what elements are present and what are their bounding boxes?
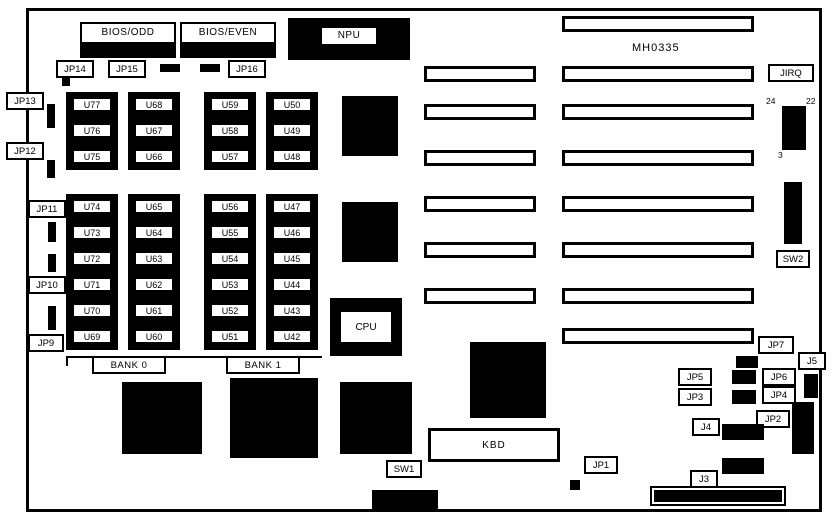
ram-socket-U66: U66	[134, 149, 174, 164]
jp13-label[interactable]: JP13	[6, 92, 44, 110]
bios-even-socket: BIOS/EVEN	[180, 22, 276, 44]
ram-socket-U60: U60	[134, 329, 174, 344]
ram-socket-U46: U46	[272, 225, 312, 240]
sw2-dip-switch[interactable]	[784, 182, 802, 244]
expansion-slot-13	[562, 288, 754, 304]
jp11-label[interactable]: JP11	[28, 200, 66, 218]
jp2-label[interactable]: JP2	[756, 410, 790, 428]
jp15-pins[interactable]	[160, 64, 180, 72]
ram-socket-U71: U71	[72, 277, 112, 292]
ram-socket-U68: U68	[134, 97, 174, 112]
bank-1-label: BANK 1	[226, 356, 300, 374]
jp3-label[interactable]: JP3	[678, 388, 712, 406]
jirq-pin-header[interactable]	[782, 106, 806, 150]
jirq-pin-22-label: 22	[806, 96, 816, 106]
ram-socket-U51: U51	[210, 329, 250, 344]
chipset-ic-top	[342, 96, 398, 156]
ram-socket-U59: U59	[210, 97, 250, 112]
ram-socket-U64: U64	[134, 225, 174, 240]
jp4-label[interactable]: JP4	[762, 386, 796, 404]
ram-socket-U52: U52	[210, 303, 250, 318]
ram-socket-U75: U75	[72, 149, 112, 164]
jp13-pins[interactable]	[47, 104, 55, 128]
expansion-slot-12	[424, 288, 536, 304]
sw2-label: SW2	[776, 250, 810, 268]
sw1-dip-switch[interactable]	[372, 490, 438, 510]
j5-pins[interactable]	[804, 374, 818, 398]
j5-connector-body[interactable]	[792, 402, 814, 454]
ram-socket-U48: U48	[272, 149, 312, 164]
ram-socket-U53: U53	[210, 277, 250, 292]
jp1-pins[interactable]	[570, 480, 580, 490]
ram-socket-U73: U73	[72, 225, 112, 240]
jp14-pins[interactable]	[62, 76, 70, 86]
jp10-pins[interactable]	[48, 254, 56, 272]
jp16-label[interactable]: JP16	[228, 60, 266, 78]
j3-pins[interactable]	[722, 458, 764, 474]
bank-0-label: BANK 0	[92, 356, 166, 374]
expansion-slot-4	[424, 104, 536, 120]
expansion-slot-3	[562, 66, 754, 82]
ram-socket-U62: U62	[134, 277, 174, 292]
ram-socket-U50: U50	[272, 97, 312, 112]
ram-socket-U42: U42	[272, 329, 312, 344]
chipset-ic-mid	[342, 202, 398, 262]
jp11-pins[interactable]	[48, 222, 56, 242]
keyboard-connector[interactable]: KBD	[428, 428, 560, 462]
j4-pins[interactable]	[722, 424, 764, 440]
jp9-label[interactable]: JP9	[28, 334, 64, 352]
expansion-slot-6	[424, 150, 536, 166]
bios-odd-chip-body	[80, 44, 176, 58]
ram-socket-U65: U65	[134, 199, 174, 214]
ram-socket-U63: U63	[134, 251, 174, 266]
jirq-pin-24-label: 24	[766, 96, 776, 106]
jp9-pins[interactable]	[48, 306, 56, 330]
jp7-pins[interactable]	[736, 356, 758, 368]
ram-socket-U55: U55	[210, 225, 250, 240]
ram-socket-U58: U58	[210, 123, 250, 138]
jirq-label: JIRQ	[768, 64, 814, 82]
bios-even-chip-body	[180, 44, 276, 58]
ram-socket-U76: U76	[72, 123, 112, 138]
bank0-bracket-left	[66, 356, 68, 366]
expansion-slot-1	[562, 16, 754, 32]
ram-socket-U77: U77	[72, 97, 112, 112]
expansion-slot-9	[562, 196, 754, 212]
chipset-ic-right	[470, 342, 546, 418]
jirq-pin-3-label: 3	[778, 150, 783, 160]
ram-socket-U72: U72	[72, 251, 112, 266]
j4-label[interactable]: J4	[692, 418, 720, 436]
bios-odd-socket: BIOS/ODD	[80, 22, 176, 44]
ram-socket-U43: U43	[272, 303, 312, 318]
jp12-label[interactable]: JP12	[6, 142, 44, 160]
npu-socket: NPU	[320, 26, 378, 46]
ram-socket-U70: U70	[72, 303, 112, 318]
jp10-label[interactable]: JP10	[28, 276, 66, 294]
expansion-slot-5	[562, 104, 754, 120]
bottom-edge-connector-pins	[654, 490, 782, 502]
jp5-pins[interactable]	[732, 370, 756, 384]
ram-socket-U54: U54	[210, 251, 250, 266]
ram-socket-U47: U47	[272, 199, 312, 214]
cpu-label: CPU	[339, 310, 393, 344]
expansion-slot-8	[424, 196, 536, 212]
jp16-pins[interactable]	[200, 64, 220, 72]
jp5-label[interactable]: JP5	[678, 368, 712, 386]
ram-socket-U45: U45	[272, 251, 312, 266]
expansion-slot-10	[424, 242, 536, 258]
ram-socket-U69: U69	[72, 329, 112, 344]
expansion-slot-2	[424, 66, 536, 82]
expansion-slot-11	[562, 242, 754, 258]
cpu-socket	[330, 298, 402, 356]
ram-socket-U57: U57	[210, 149, 250, 164]
jp15-label[interactable]: JP15	[108, 60, 146, 78]
board-model-label: MH0335	[632, 42, 680, 54]
jp1-label[interactable]: JP1	[584, 456, 618, 474]
chipset-ic-bottom-3	[340, 382, 412, 454]
expansion-slot-14	[562, 328, 754, 344]
j5-label[interactable]: J5	[798, 352, 826, 370]
ram-socket-U56: U56	[210, 199, 250, 214]
jp3-pins[interactable]	[732, 390, 756, 404]
ram-socket-U49: U49	[272, 123, 312, 138]
jp14-label[interactable]: JP14	[56, 60, 94, 78]
sw1-label: SW1	[386, 460, 422, 478]
jp12-pins[interactable]	[47, 160, 55, 178]
chipset-ic-bottom-1	[122, 382, 202, 454]
jp7-label[interactable]: JP7	[758, 336, 794, 354]
j3-label[interactable]: J3	[690, 470, 718, 488]
jp6-label[interactable]: JP6	[762, 368, 796, 386]
ram-socket-U44: U44	[272, 277, 312, 292]
ram-socket-U67: U67	[134, 123, 174, 138]
chipset-ic-bottom-2	[230, 378, 318, 458]
ram-socket-U61: U61	[134, 303, 174, 318]
ram-socket-U74: U74	[72, 199, 112, 214]
expansion-slot-7	[562, 150, 754, 166]
